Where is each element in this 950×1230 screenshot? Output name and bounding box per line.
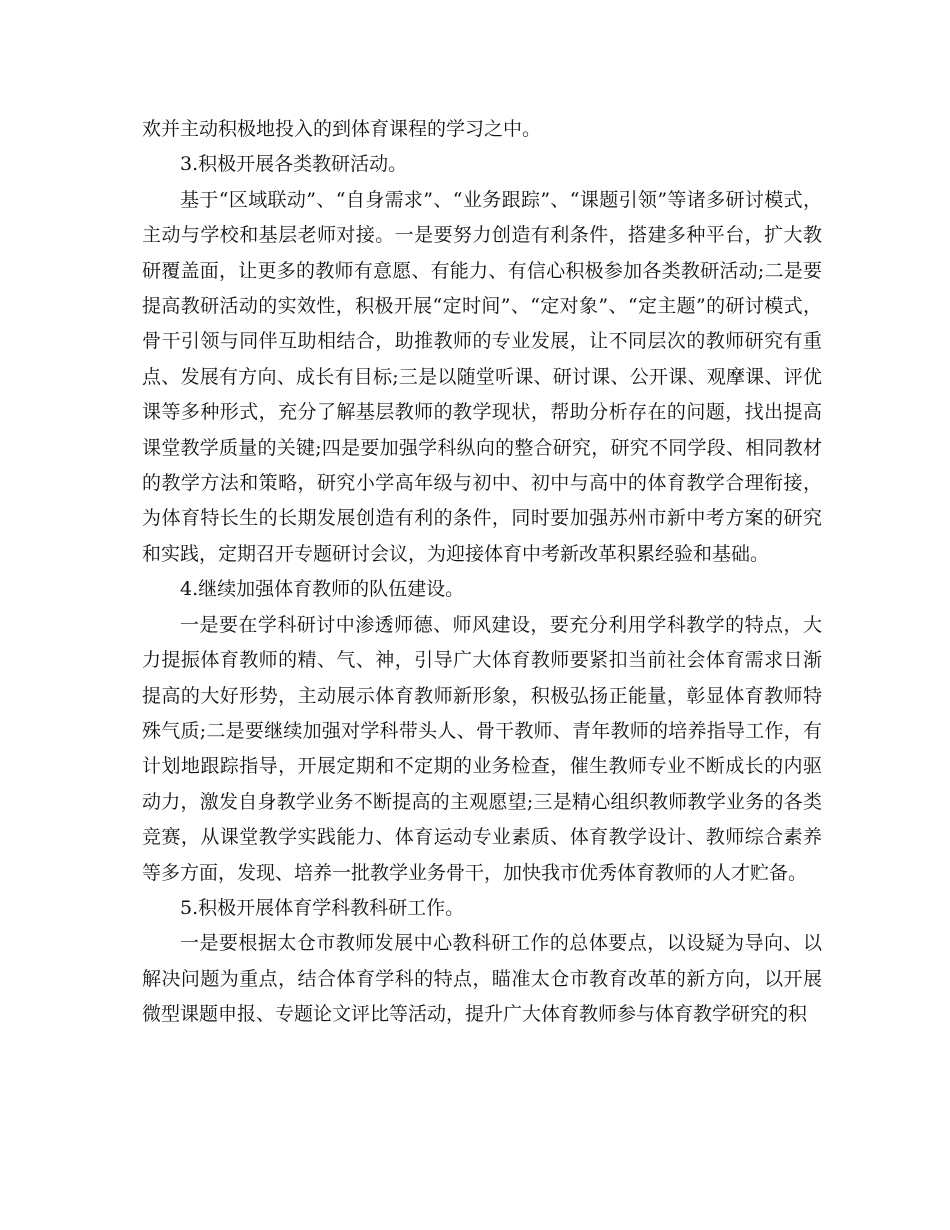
paragraph-teaching-research: 基于“区域联动”、“自身需求”、“业务跟踪”、“课题引领”等诸多研讨模式，主动与学校和基层老师对接。一是要努力创造有利条件，搭建多种平台，扩大教研覆盖面，让更多的教师有意愿、有能力、有信心积极参加各类教研活动;二是要提高教研活动的实效性，积极开展“定时间”、“定对象”、“定主题”的研讨模式，骨干引领与同伴互助相结合，助推教师的专业发展，让不同层次的教师研究有重点、发展有方向、成长有目标;三是以随堂听课、研讨课、公开课、观摩课、评优课等多种形式，充分了解基层教师的教学现状，帮助分析存在的问题，找出提高课堂教学质量的关键;四是要加强学科纵向的整合研究，研究不同学段、相同教材的教学方法和策略，研究小学高年级与初中、初中与高中的体育教学合理衔接，为体育特长生的长期发展创造有利的条件，同时要加强苏州市新中考方案的研究和实践，定期召开专题研讨会议，为迎接体育中考新改革积累经验和基础。 xyxy=(142,188,822,565)
section-heading-5: 5.积极开展体育学科教科研工作。 xyxy=(180,896,465,919)
document-body xyxy=(142,112,822,1033)
paragraph-team-building: 一是要在学科研讨中渗透师德、师风建设，要充分利用学科教学的特点，大力提振体育教师的精、气、神，引导广大体育教师要紧扣当前社会体育需求日渐提高的大好形势，主动展示体育教师新形象，积极弘扬正能量，彰显体育教师特殊气质;二是要继续加强对学科带头人、骨干教师、青年教师的培养指导工作，有计划地跟踪指导，开展定期和不定期的业务检查，催生教师专业不断成长的内驱动力，激发自身教学业务不断提高的主观愿望;三是精心组织教师教学业务的各类竞赛，从课堂教学实践能力、体育运动专业素质、体育教学设计、教师综合素养等多方面，发现、培养一批教学业务骨干，加快我市优秀体育教师的人才贮备。 xyxy=(142,613,822,884)
paragraph-continuation: 欢并主动积极地投入的到体育课程的学习之中。 xyxy=(142,118,542,140)
section-heading-3: 3.积极开展各类教研活动。 xyxy=(180,153,408,176)
section-heading-4: 4.继续加强体育教师的队伍建设。 xyxy=(180,578,465,601)
paragraph-research-work: 一是要根据太仓市教师发展中心教科研工作的总体要点，以设疑为导向、以解决问题为重点，结合体育学科的特点，瞄准太仓市教育改革的新方向，以开展微型课题申报、专题论文评比等活动，提升广大体育教师参与体育教学研究的积 xyxy=(142,932,822,1026)
